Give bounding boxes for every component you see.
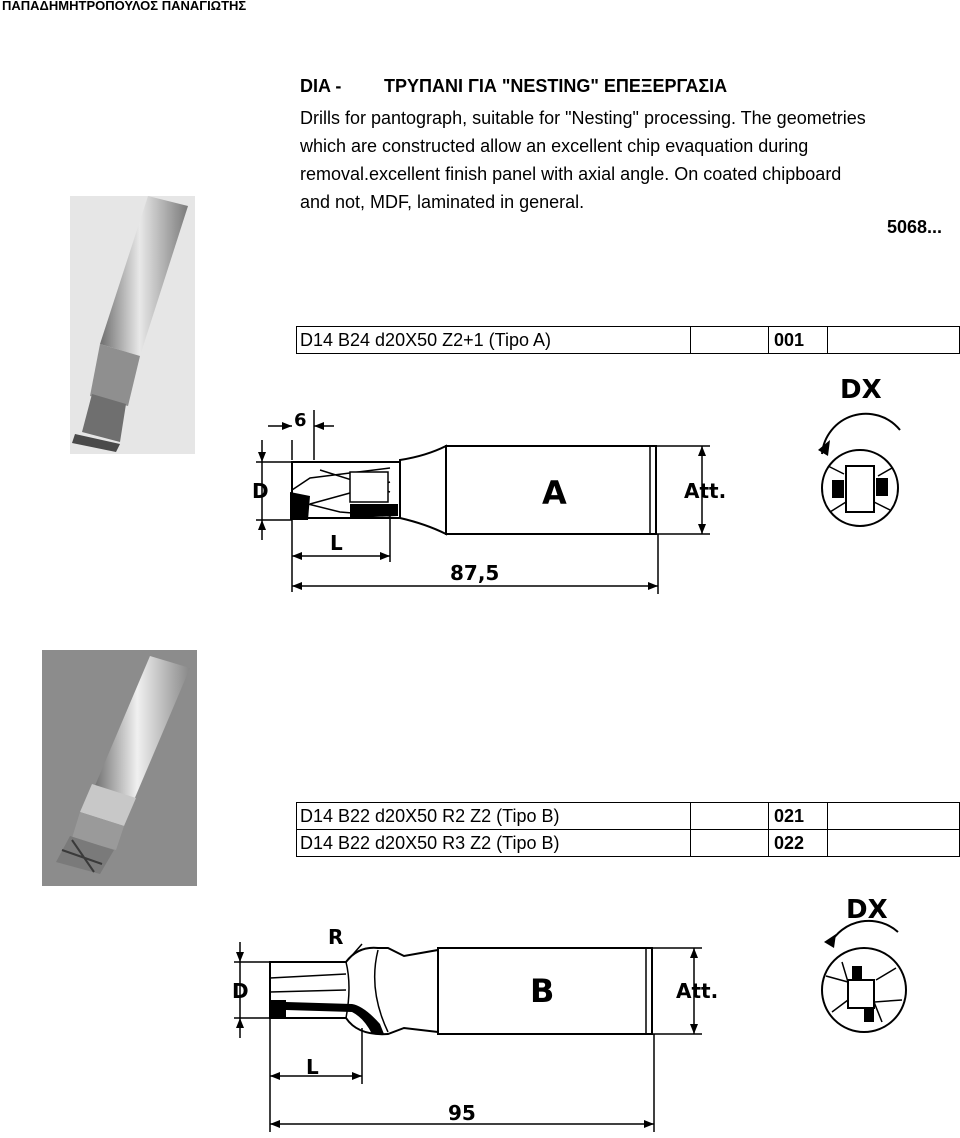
dimension-r: R	[328, 925, 344, 949]
code-cell: 021	[769, 803, 828, 830]
dimension-d: D	[232, 979, 249, 1003]
body-label: A	[542, 474, 567, 512]
description-line: removal.excellent finish panel with axial angle. On coated chipboard	[300, 164, 842, 184]
dimension-total: 87,5	[450, 561, 500, 585]
code-cell: 001	[769, 327, 828, 354]
empty-cell	[691, 830, 769, 857]
dimension-l: L	[330, 531, 343, 555]
spec-cell: D14 B22 d20X50 R3 Z2 (Tipo B)	[297, 830, 691, 857]
technical-drawing-b	[228, 924, 718, 1134]
description-line: which are constructed allow an excellent chip evaquation during	[300, 136, 809, 156]
dimension-total: 95	[448, 1101, 476, 1125]
empty-cell	[691, 327, 769, 354]
description-line: and not, MDF, laminated in general.	[300, 192, 585, 212]
dimension-top: 6	[294, 410, 307, 431]
table-row	[297, 830, 960, 857]
tool-photo-b	[42, 650, 197, 886]
att-label: Att.	[684, 479, 727, 503]
section-title-text: ΤΡΥΠΑΝΙ ΓΙΑ "NESTING" ΕΠΕΞΕΡΓΑΣΙΑ	[384, 76, 728, 96]
company-name: ΠΑΠΑΔΗΜΗΤΡΟΠΟΥΛΟΣ ΠΑΝΑΓΙΩΤΗΣ	[2, 0, 247, 13]
empty-cell	[691, 803, 769, 830]
tool-photo-a	[70, 196, 195, 454]
technical-drawing-a	[250, 400, 730, 600]
att-label: Att.	[676, 979, 719, 1003]
empty-cell	[828, 327, 960, 354]
table-row	[297, 327, 960, 354]
spec-table-a	[296, 326, 960, 354]
section-code: DIA -	[300, 76, 342, 96]
spec-cell: D14 B22 d20X50 R2 Z2 (Tipo B)	[297, 803, 691, 830]
empty-cell	[828, 803, 960, 830]
dimension-d: D	[252, 479, 269, 503]
dimension-l: L	[306, 1055, 319, 1079]
rotation-label: DX	[846, 895, 888, 925]
rotation-view-b	[812, 890, 922, 1050]
body-label: B	[530, 972, 555, 1010]
section-title	[300, 76, 727, 97]
empty-cell	[828, 830, 960, 857]
spec-cell: D14 B24 d20X50 Z2+1 (Tipo A)	[297, 327, 691, 354]
rotation-view-a	[808, 370, 918, 540]
code-cell: 022	[769, 830, 828, 857]
description-line: Drills for pantograph, suitable for "Nesting" processing. The geometries	[300, 108, 866, 128]
section-description	[300, 104, 950, 216]
table-row	[297, 803, 960, 830]
spec-table-b	[296, 802, 960, 857]
series-code: 5068...	[887, 217, 943, 237]
rotation-label: DX	[840, 375, 882, 405]
